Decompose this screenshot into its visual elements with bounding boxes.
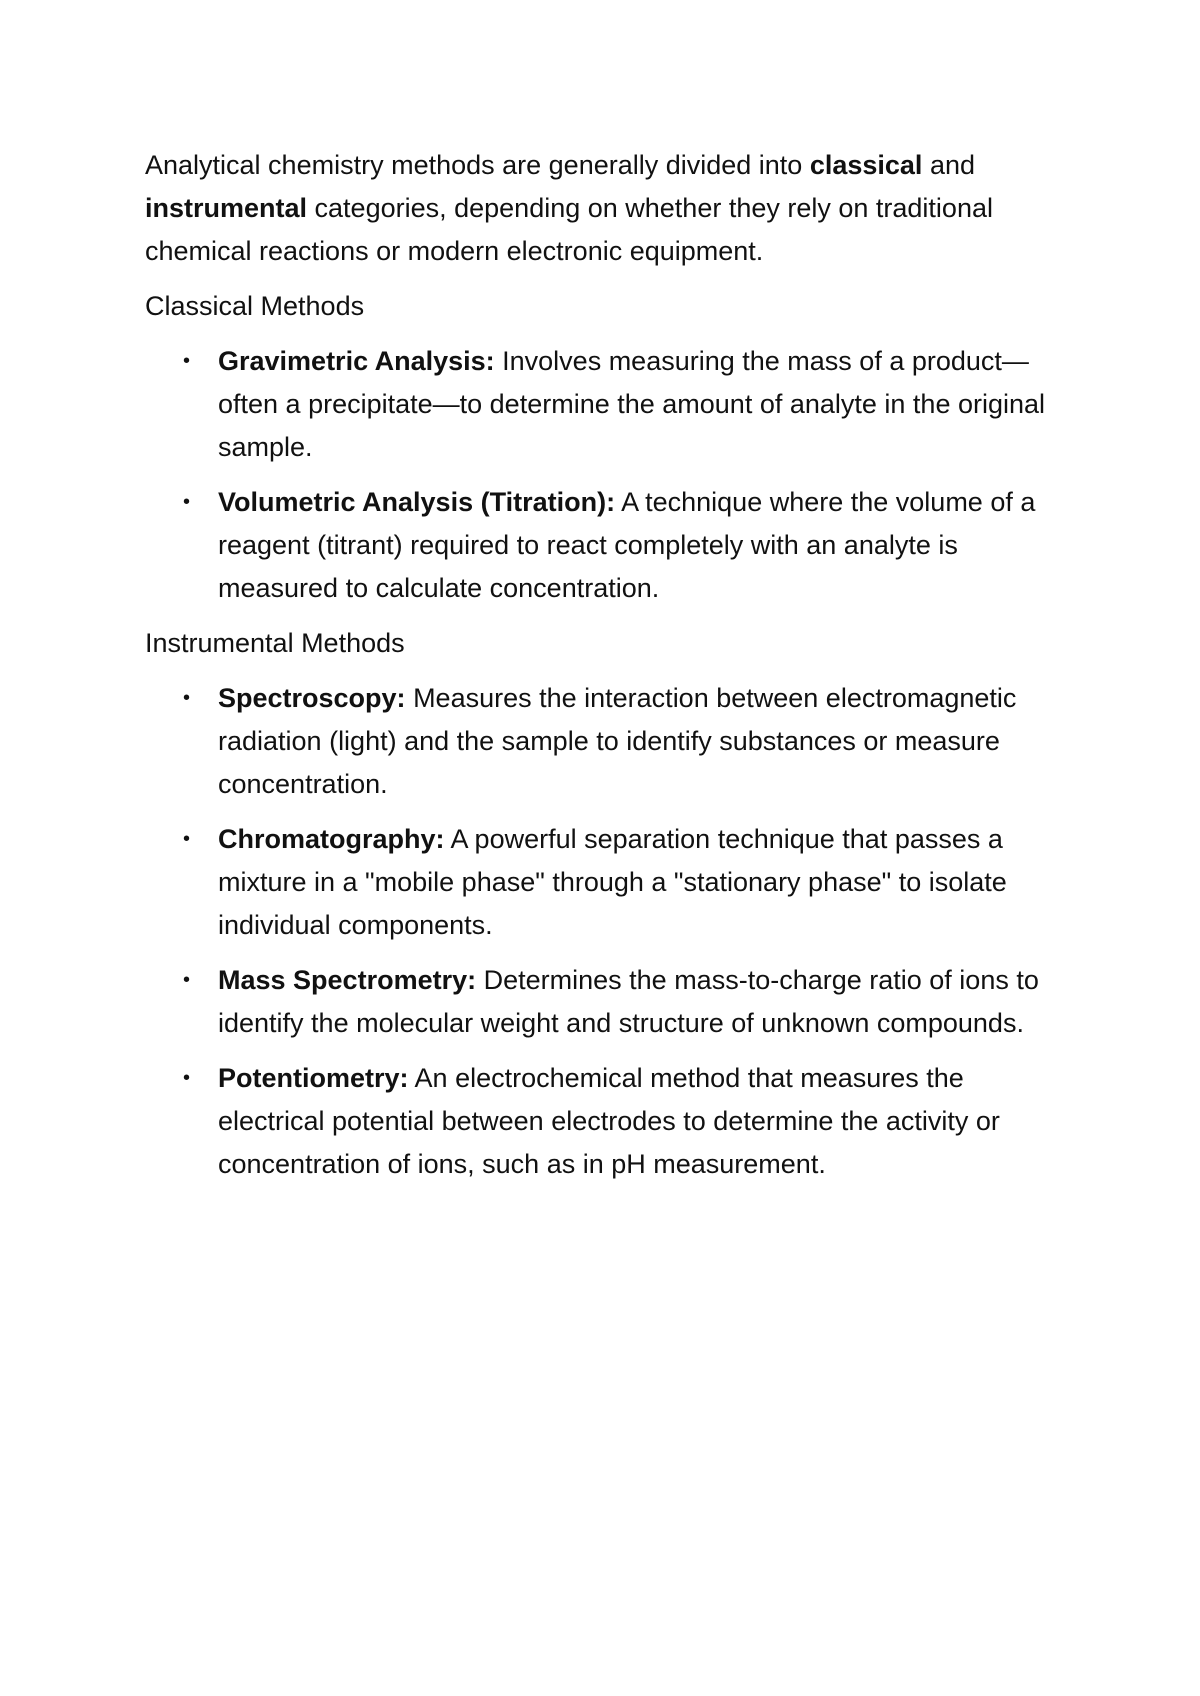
instrumental-methods-list [145,677,1065,1186]
bullet-icon: • [183,687,191,709]
method-term: Volumetric Analysis (Titration): [218,487,616,517]
method-term: Gravimetric Analysis: [218,346,495,376]
intro-text-2: and [922,150,975,180]
method-term: Chromatography: [218,824,445,854]
method-description: An electrochemical method that measures the electrical potential between electrodes to determine the activity or concentration of ions, such as in pH measurement. [218,1063,1000,1179]
list-item [145,959,1065,1045]
method-term: Spectroscopy: [218,683,406,713]
document-page [145,144,1065,1198]
classical-methods-list [145,340,1065,610]
bullet-icon: • [183,828,191,850]
section-heading-classical: Classical Methods [145,291,365,321]
method-description: Measures the interaction between electromagnetic radiation (light) and the sample to identify substances or measure concentration. [218,683,1017,799]
bullet-icon: • [183,1067,191,1089]
method-term: Potentiometry: [218,1063,409,1093]
list-item [145,481,1065,610]
method-description: Determines the mass-to-charge ratio of ions to identify the molecular weight and structure of unknown compounds. [218,965,1039,1038]
bullet-icon: • [183,969,191,991]
bullet-icon: • [183,491,191,513]
intro-bold-classical: classical [809,150,923,180]
bullet-icon: • [183,350,191,372]
list-item [145,677,1065,806]
list-item [145,818,1065,947]
method-description: Involves measuring the mass of a product—often a precipitate—to determine the amount of analyte in the original sample. [218,346,1046,462]
method-term: Mass Spectrometry: [218,965,477,995]
intro-paragraph [145,144,1065,273]
list-item [145,340,1065,469]
intro-text-1: Analytical chemistry methods are generally divided into [145,150,810,180]
method-description: A technique where the volume of a reagent (titrant) required to react completely with an analyte is measured to calculate concentration. [218,487,1036,603]
intro-text-3: categories, depending on whether they rely on traditional chemical reactions or modern electronic equipment. [145,193,993,266]
intro-bold-instrumental: instrumental [145,193,308,223]
method-description: A powerful separation technique that passes a mixture in a "mobile phase" through a "stationary phase" to isolate individual components. [218,824,1007,940]
list-item [145,1057,1065,1186]
section-heading-instrumental: Instrumental Methods [145,628,405,658]
